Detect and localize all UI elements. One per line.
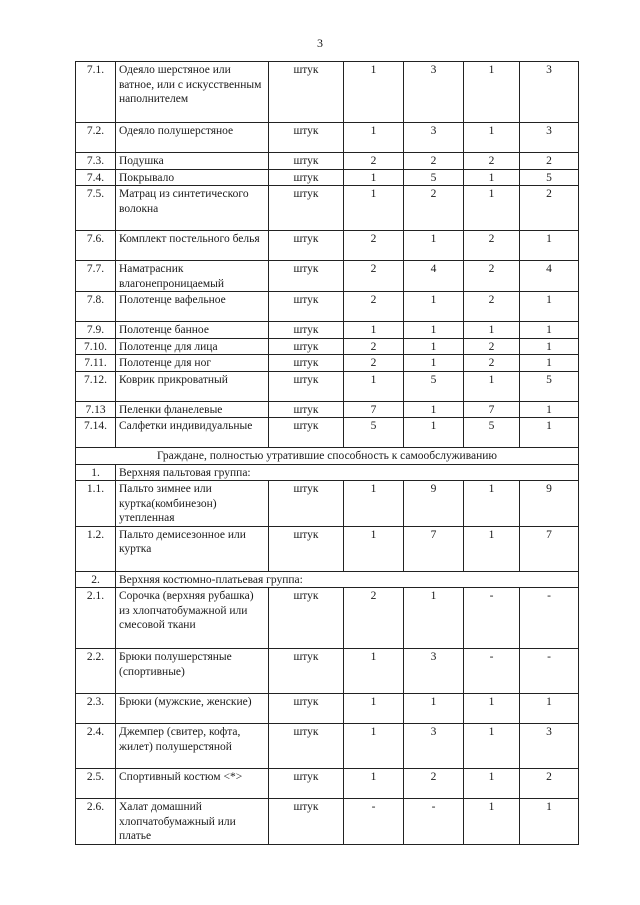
row-number: 7.14. [76,418,116,448]
unit-of-measure: штук [269,231,344,261]
value-col-3: 1 [464,769,520,799]
value-col-2: 3 [404,62,464,123]
value-col-1: 1 [344,769,404,799]
value-col-3: 1 [464,169,520,186]
value-col-1: 2 [344,338,404,355]
unit-of-measure: штук [269,401,344,418]
value-col-3: 2 [464,261,520,292]
item-name: Сорочка (верхняя рубашка) из хлопчатобумажной или смесовой ткани [116,588,269,649]
row-number: 1.1. [76,481,116,527]
unit-of-measure: штук [269,724,344,769]
unit-of-measure: штук [269,418,344,448]
row-number: 7.2. [76,123,116,153]
value-col-1: 1 [344,322,404,339]
row-number: 7.9. [76,322,116,339]
table-row [76,169,579,186]
table-row [76,799,579,845]
value-col-3: 2 [464,338,520,355]
unit-of-measure: штук [269,169,344,186]
value-col-1: 2 [344,588,404,649]
row-number: 7.5. [76,186,116,231]
norms-table [75,61,579,845]
table-row [76,153,579,170]
value-col-3: 1 [464,799,520,845]
value-col-1: 7 [344,401,404,418]
value-col-3: 5 [464,418,520,448]
item-name: Покрывало [116,169,269,186]
value-col-4: 2 [520,186,579,231]
value-col-4: - [520,649,579,694]
value-col-3: 7 [464,401,520,418]
value-col-4: 2 [520,769,579,799]
item-name: Полотенце вафельное [116,292,269,322]
item-name: Одеяло шерстяное или ватное, или с искусственным наполнителем [116,62,269,123]
value-col-2: 1 [404,292,464,322]
table-row [76,231,579,261]
unit-of-measure: штук [269,371,344,401]
value-col-2: 7 [404,526,464,571]
item-name: Полотенце банное [116,322,269,339]
table-row [76,186,579,231]
value-col-4: 1 [520,401,579,418]
value-col-1: 1 [344,62,404,123]
row-number: 2.3. [76,694,116,724]
table-row [76,261,579,292]
value-col-2: 1 [404,231,464,261]
value-col-2: 5 [404,169,464,186]
table-row [76,588,579,649]
table-row [76,401,579,418]
value-col-4: 4 [520,261,579,292]
value-col-1: 1 [344,526,404,571]
value-col-4: 1 [520,292,579,322]
value-col-2: 3 [404,724,464,769]
row-number: 7.10. [76,338,116,355]
value-col-4: 9 [520,481,579,527]
value-col-2: 2 [404,186,464,231]
table-row [76,123,579,153]
value-col-4: - [520,588,579,649]
value-col-3: 1 [464,62,520,123]
table-row [76,694,579,724]
unit-of-measure: штук [269,123,344,153]
unit-of-measure: штук [269,355,344,372]
section-header-row [76,448,579,465]
item-name: Полотенце для ног [116,355,269,372]
value-col-4: 1 [520,231,579,261]
table-row [76,649,579,694]
table-body [76,62,579,845]
table-row [76,62,579,123]
value-col-1: - [344,799,404,845]
value-col-4: 1 [520,322,579,339]
value-col-2: - [404,799,464,845]
group-name: Верхняя костюмно-платьевая группа: [116,571,579,588]
value-col-2: 5 [404,371,464,401]
table-row [76,769,579,799]
value-col-3: 1 [464,481,520,527]
unit-of-measure: штук [269,186,344,231]
row-number: 7.1. [76,62,116,123]
row-number: 7.3. [76,153,116,170]
table-row [76,338,579,355]
value-col-4: 5 [520,371,579,401]
row-number: 7.12. [76,371,116,401]
row-number: 2.1. [76,588,116,649]
value-col-3: 1 [464,322,520,339]
table-row [76,481,579,527]
value-col-3: 2 [464,153,520,170]
item-name: Халат домашний хлопчатобумажный или платье [116,799,269,845]
group-row [76,464,579,481]
value-col-4: 3 [520,62,579,123]
item-name: Наматрасник влагонепроницаемый [116,261,269,292]
row-number: 2.2. [76,649,116,694]
value-col-4: 3 [520,724,579,769]
value-col-4: 2 [520,153,579,170]
item-name: Комплект постельного белья [116,231,269,261]
value-col-2: 1 [404,694,464,724]
value-col-2: 3 [404,123,464,153]
row-number: 7.13 [76,401,116,418]
item-name: Пальто демисезонное или куртка [116,526,269,571]
row-number: 2.5. [76,769,116,799]
group-name: Верхняя пальтовая группа: [116,464,579,481]
group-row [76,571,579,588]
value-col-4: 7 [520,526,579,571]
value-col-4: 1 [520,799,579,845]
item-name: Коврик прикроватный [116,371,269,401]
value-col-3: 1 [464,526,520,571]
value-col-2: 1 [404,418,464,448]
value-col-4: 1 [520,355,579,372]
value-col-1: 1 [344,481,404,527]
table-row [76,292,579,322]
value-col-3: 2 [464,292,520,322]
item-name: Одеяло полушерстяное [116,123,269,153]
value-col-1: 5 [344,418,404,448]
row-number: 2.4. [76,724,116,769]
value-col-1: 2 [344,153,404,170]
table-row [76,371,579,401]
unit-of-measure: штук [269,62,344,123]
unit-of-measure: штук [269,338,344,355]
value-col-1: 1 [344,186,404,231]
unit-of-measure: штук [269,799,344,845]
unit-of-measure: штук [269,153,344,170]
value-col-1: 1 [344,371,404,401]
unit-of-measure: штук [269,769,344,799]
value-col-2: 1 [404,322,464,339]
page-number: 3 [317,36,323,50]
row-number: 2.6. [76,799,116,845]
value-col-2: 9 [404,481,464,527]
value-col-4: 1 [520,694,579,724]
value-col-3: 2 [464,355,520,372]
unit-of-measure: штук [269,481,344,527]
value-col-3: - [464,649,520,694]
table-row [76,724,579,769]
value-col-4: 1 [520,338,579,355]
row-number: 7.6. [76,231,116,261]
section-title: Граждане, полностью утратившие способность к самообслуживанию [76,448,579,465]
value-col-3: 1 [464,724,520,769]
value-col-3: 1 [464,123,520,153]
value-col-1: 1 [344,649,404,694]
value-col-3: 1 [464,186,520,231]
unit-of-measure: штук [269,526,344,571]
value-col-3: 1 [464,694,520,724]
row-number: 7.8. [76,292,116,322]
table-row [76,526,579,571]
unit-of-measure: штук [269,588,344,649]
value-col-1: 1 [344,694,404,724]
value-col-2: 1 [404,338,464,355]
value-col-2: 3 [404,649,464,694]
table-row [76,418,579,448]
value-col-1: 2 [344,292,404,322]
norms-table-container [75,61,578,845]
value-col-2: 1 [404,401,464,418]
unit-of-measure: штук [269,649,344,694]
table-row [76,355,579,372]
row-number: 7.7. [76,261,116,292]
value-col-2: 4 [404,261,464,292]
item-name: Пальто зимнее или куртка(комбинезон) утепленная [116,481,269,527]
item-name: Матрац из синтетического волокна [116,186,269,231]
unit-of-measure: штук [269,292,344,322]
unit-of-measure: штук [269,694,344,724]
value-col-3: 2 [464,231,520,261]
item-name: Брюки (мужские, женские) [116,694,269,724]
value-col-4: 1 [520,418,579,448]
row-number: 7.11. [76,355,116,372]
row-number: 2. [76,571,116,588]
value-col-3: - [464,588,520,649]
value-col-4: 5 [520,169,579,186]
item-name: Пеленки фланелевые [116,401,269,418]
item-name: Подушка [116,153,269,170]
unit-of-measure: штук [269,322,344,339]
value-col-2: 2 [404,769,464,799]
value-col-2: 2 [404,153,464,170]
row-number: 1.2. [76,526,116,571]
value-col-1: 2 [344,355,404,372]
value-col-2: 1 [404,355,464,372]
row-number: 1. [76,464,116,481]
item-name: Полотенце для лица [116,338,269,355]
item-name: Салфетки индивидуальные [116,418,269,448]
value-col-4: 3 [520,123,579,153]
item-name: Джемпер (свитер, кофта, жилет) полушерстяной [116,724,269,769]
value-col-2: 1 [404,588,464,649]
value-col-1: 2 [344,261,404,292]
row-number: 7.4. [76,169,116,186]
unit-of-measure: штук [269,261,344,292]
value-col-1: 1 [344,123,404,153]
item-name: Брюки полушерстяные (спортивные) [116,649,269,694]
value-col-3: 1 [464,371,520,401]
value-col-1: 1 [344,169,404,186]
item-name: Спортивный костюм <*> [116,769,269,799]
table-row [76,322,579,339]
value-col-1: 2 [344,231,404,261]
value-col-1: 1 [344,724,404,769]
